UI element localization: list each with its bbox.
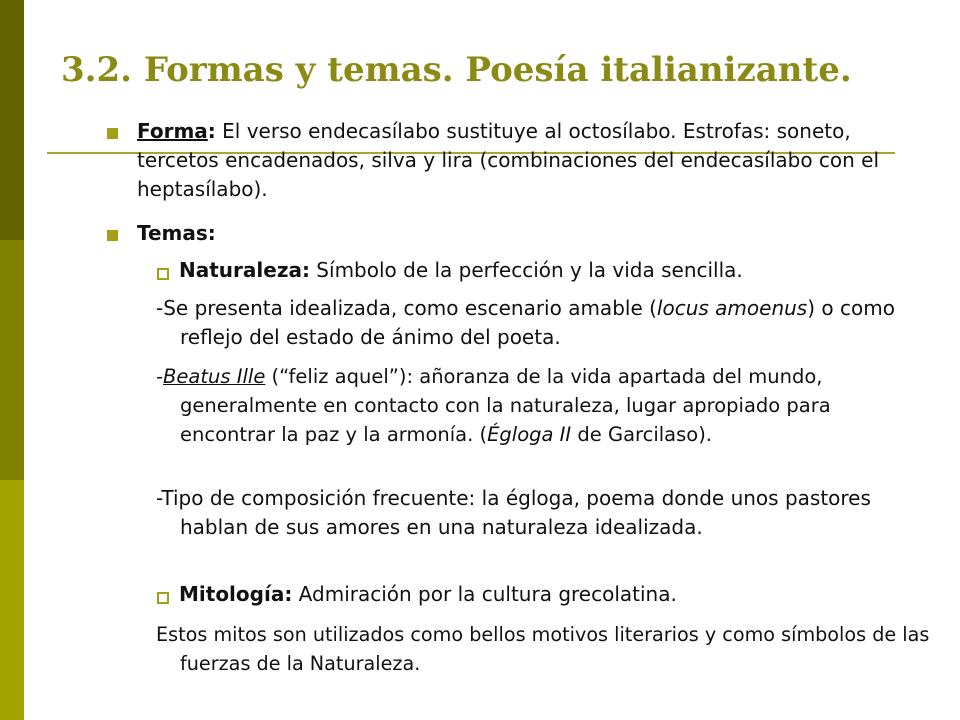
locus-amoenus-paragraph [156,294,940,352]
naturaleza-label: Naturaleza: [179,258,310,282]
p2-text-a: (“feliz aquel”): añoranza de la vida apartada del mundo, generalmente en contacto con la naturaleza, lugar apropiado para encontrar la paz y la armonía. ( [180,365,831,446]
p2-dash: - [156,365,164,388]
square-bullet-icon [107,230,118,241]
beatus-ille-term: Beatus Ille [163,365,266,388]
forma-colon: : [207,119,216,143]
beatus-ille-paragraph [156,362,930,449]
mitologia-text: Admiración por la cultura grecolatina. [292,582,677,606]
egloga-title: Égloga II [487,423,572,446]
mitologia-label: Mitología: [179,582,293,606]
naturaleza-bullet [179,256,939,285]
forma-bullet [137,117,927,204]
forma-text: El verso endecasílabo sustituye al octosílabo. Estrofas: soneto, tercetos encadenados, silva y lira (combinaciones del endecasílabo con el heptasílabo). [137,119,880,201]
forma-label: Forma [137,119,208,143]
temas-label: Temas: [137,221,216,245]
square-bullet-icon [107,128,118,139]
naturaleza-text: Símbolo de la perfección y la vida sencilla. [309,258,743,282]
p1-text-a: -Se presenta idealizada, como escenario amable ( [156,296,657,320]
p2-text-b: de Garcilaso). [571,423,713,446]
mitos-paragraph: Estos mitos son utilizados como bellos motivos literarios y como símbolos de las fuerzas de la Naturaleza. [156,623,930,675]
hollow-square-bullet-icon [157,268,169,280]
locus-amoenus-term: locus amoenus [656,296,808,320]
p1-text-b: ) o como reflejo del estado de ánimo del poeta. [180,296,895,349]
hollow-square-bullet-icon [157,592,169,604]
mitologia-bullet [179,580,939,609]
egloga-paragraph: -Tipo de composición frecuente: la égloga, poema donde unos pastores hablan de sus amores en una naturaleza idealizada. [156,486,871,539]
slide-title: 3.2. Formas y temas. Poesía italianizante. [61,50,852,90]
